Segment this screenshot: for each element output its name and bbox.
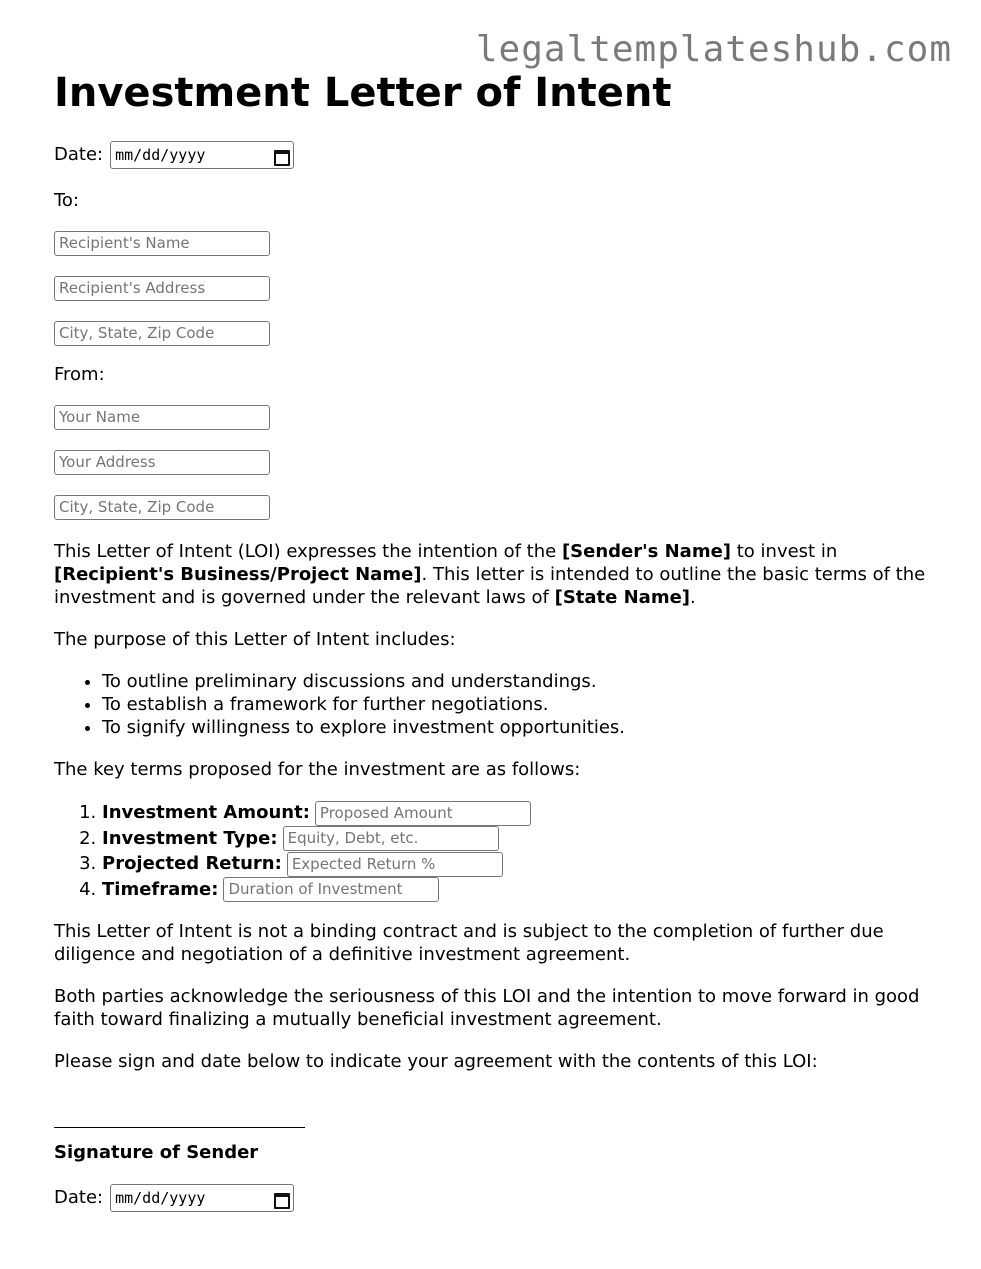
- purpose-intro: The purpose of this Letter of Intent includes:: [54, 629, 456, 650]
- term-projected-return: [102, 851, 934, 877]
- recipient-name-input[interactable]: Recipient's Name: [54, 231, 270, 256]
- date-label: Date:: [54, 144, 104, 165]
- intro-text-4: .: [690, 587, 696, 608]
- projected-return-input[interactable]: Expected Return %: [287, 852, 503, 877]
- list-item: • To establish a framework for further negotiations.: [102, 693, 934, 716]
- from-label: From:: [54, 364, 105, 385]
- intro-paragraph: [54, 540, 934, 609]
- sender-address-input[interactable]: Your Address: [54, 450, 270, 475]
- date-input[interactable]: [110, 141, 294, 169]
- project-name-placeholder: [Recipient's Business/Project Name]: [54, 564, 422, 585]
- term-timeframe: [102, 877, 934, 903]
- signature-line[interactable]: [54, 1107, 305, 1128]
- document-title: Investment Letter of Intent: [54, 70, 672, 116]
- recipient-city-input[interactable]: City, State, Zip Code: [54, 321, 270, 346]
- calendar-icon[interactable]: [273, 147, 289, 163]
- acknowledge-paragraph: Both parties acknowledge the seriousness of this LOI and the intention to move forward in good faith toward finalizing a mutually beneficial investment agreement.: [54, 986, 920, 1030]
- purpose-list: [54, 670, 934, 739]
- watermark: legaltemplateshub.com: [475, 29, 952, 70]
- term-investment-type: [102, 826, 934, 852]
- to-label: To:: [54, 190, 80, 211]
- date-row: [54, 141, 934, 169]
- nonbinding-paragraph: This Letter of Intent is not a binding contract and is subject to the completion of further due diligence and negotiation of a definitive investment agreement.: [54, 921, 884, 965]
- intro-text-1: This Letter of Intent (LOI) expresses the intention of the: [54, 541, 562, 562]
- list-item: • To signify willingness to explore investment opportunities.: [102, 716, 934, 739]
- terms-intro: The key terms proposed for the investment are as follows:: [54, 759, 581, 780]
- letter-content: [54, 70, 934, 1212]
- sender-name-input[interactable]: Your Name: [54, 405, 270, 430]
- term-label: Investment Type:: [102, 827, 278, 849]
- sender-name-placeholder: [Sender's Name]: [561, 541, 732, 562]
- term-investment-amount: [102, 800, 934, 826]
- investment-type-input[interactable]: Equity, Debt, etc.: [283, 826, 499, 851]
- list-item: • To outline preliminary discussions and understandings.: [102, 670, 934, 693]
- calendar-icon[interactable]: [273, 1190, 289, 1206]
- intro-text-3: . This letter is intended to outline the basic terms of the investment and is governed under the relevant laws of: [54, 564, 926, 608]
- term-label: Timeframe:: [102, 878, 219, 900]
- term-label: Projected Return:: [102, 853, 282, 874]
- investment-amount-input[interactable]: Proposed Amount: [315, 801, 531, 826]
- intro-text-2: to invest in: [731, 541, 838, 562]
- sign-instruction: Please sign and date below to indicate your agreement with the contents of this LOI:: [54, 1051, 818, 1072]
- terms-list: [54, 800, 934, 902]
- signature-label: Signature of Sender: [54, 1142, 259, 1163]
- term-label: Investment Amount:: [102, 802, 310, 823]
- recipient-address-input[interactable]: Recipient's Address: [54, 276, 270, 301]
- date-label-2: Date:: [54, 1187, 104, 1208]
- state-name-placeholder: [State Name]: [554, 587, 691, 608]
- date-placeholder-2: mm/dd/yyyy: [115, 1189, 206, 1207]
- date-row-2: [54, 1184, 934, 1212]
- date-placeholder: mm/dd/yyyy: [115, 146, 206, 164]
- sender-city-input[interactable]: City, State, Zip Code: [54, 495, 270, 520]
- date-input-2[interactable]: [110, 1184, 294, 1212]
- timeframe-input[interactable]: Duration of Investment: [223, 877, 439, 902]
